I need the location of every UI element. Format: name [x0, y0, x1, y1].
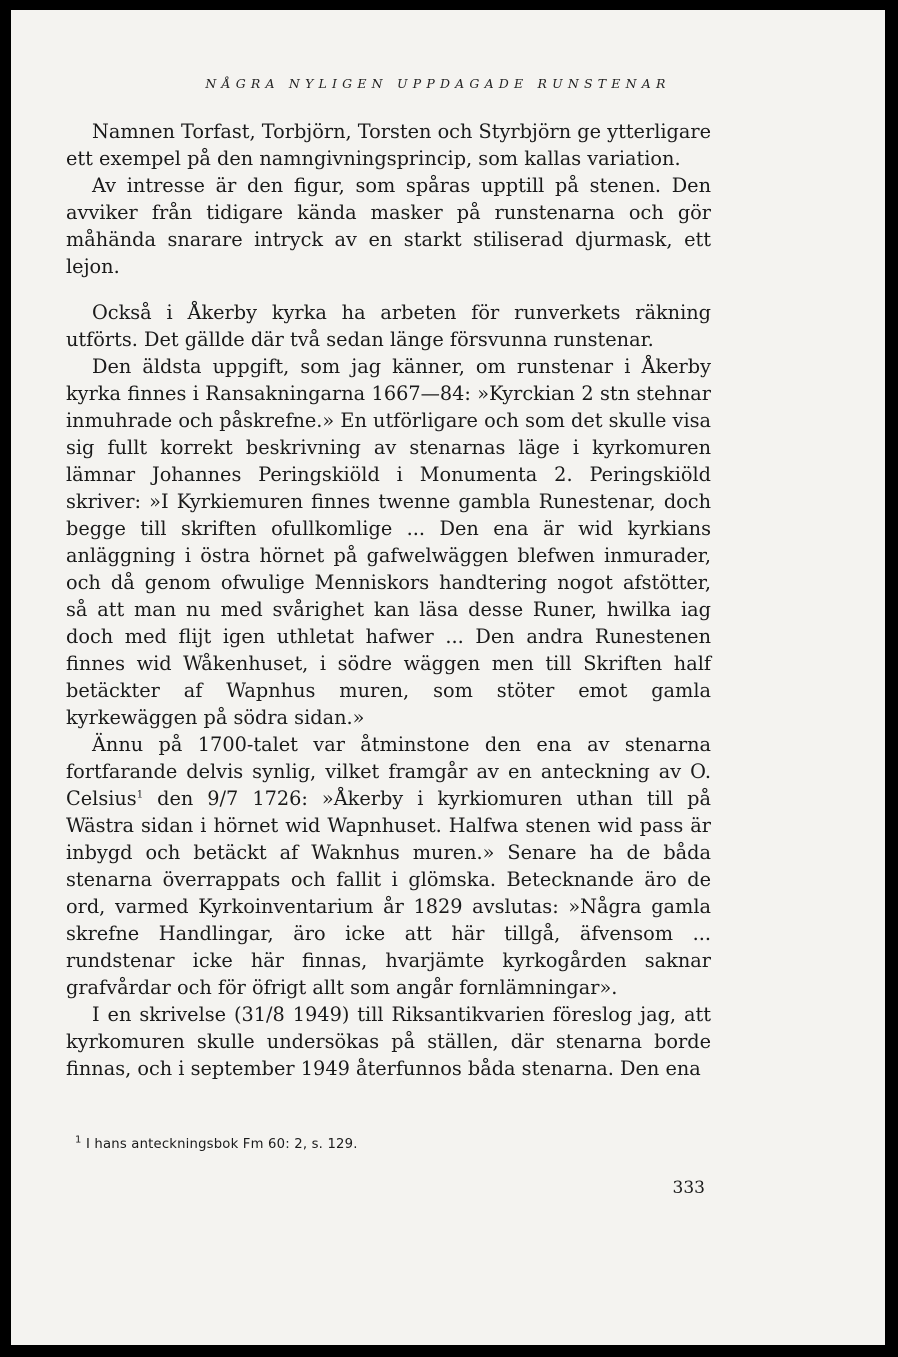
running-head: NÅGRA NYLIGEN UPPDAGADE RUNSTENAR: [205, 76, 671, 91]
paragraph: Namnen Torfast, Torbjörn, Torsten och Styrbjörn ge ytterligare ett exempel på den namngivningsprincip, som kallas variation.: [66, 120, 711, 170]
paragraph-text: den 9/7 1726: »Åkerby i kyrkiomuren uthan till på Wästra sidan i hörnet wid Wapnhuset. Halfwa stenen wid pass är inbygd och betäckt af Waknhus muren.» Senare ha de båda stenarna överrappats och fallit i glömska. Betecknande äro de ord, varmed Kyrkoinventarium år 1829 avslutas: »Några gamla skrefne Handlingar, äro icke att här tillgå, äfvensom ... rundstenar icke här finnas, hvarjämte kyrkogården saknar grafvårdar och för öfrigt allt som angår fornlämningar».: [66, 787, 711, 999]
body-text: [66, 118, 711, 1082]
footnote: [75, 1134, 358, 1152]
paragraph: Den äldsta uppgift, som jag känner, om runstenar i Åkerby kyrka finnes i Ransakningarna 1667—84: »Kyrckian 2 stn stehnar inmuhrade och påskrefne.» En utförligare och som det skulle visa sig fullt korrekt beskrivning av stenarnas läge i kyrkomuren lämnar Johannes Peringskiöld i Monumenta 2. Peringskiöld skriver: »I Kyrkiemuren finnes twenne gambla Runestenar, doch begge till skriften ofullkomlige ... Den ena är wid kyrkians anläggning i östra hörnet på gafwelwäggen blefwen inmurader, och då genom ofwulige Menniskors handtering nogot afstötter, så att man nu med svårighet kan läsa desse Runer, hwilka iag doch med flijt igen uthletat hafwer ... Den andra Runestenen finnes wid Wåkenhuset, i södre wäggen men till Skriften half betäckter af Wapnhus muren, som stöter emot gamla kyrkewäggen på södra sidan.»: [66, 355, 711, 729]
footnote-marker: 1: [75, 1134, 82, 1146]
paragraph: I en skrivelse (31/8 1949) till Riksantikvarien föreslog jag, att kyrkomuren skulle undersökas på ställen, där stenarna borde finnas, och i september 1949 återfunnos båda stenarna. Den ena: [66, 1003, 711, 1080]
book-page: [11, 10, 885, 1345]
footnote-text: I hans anteckningsbok Fm 60: 2, s. 129.: [81, 1137, 358, 1152]
paragraph-gap: [66, 280, 711, 299]
paragraph: Också i Åkerby kyrka ha arbeten för runverkets räkning utförts. Det gällde där två sedan länge försvunna runstenar.: [66, 301, 711, 351]
paragraph-text: Ännu på 1700-talet var åtminstone den ena av stenarna fortfarande delvis synlig, vilket framgår av en anteckning av O. Celsius: [66, 733, 711, 810]
footnote-reference: 1: [136, 789, 144, 801]
page-number: 333: [672, 1178, 705, 1198]
paragraph: [66, 731, 711, 1001]
paragraph: Av intresse är den figur, som spåras upptill på stenen. Den avviker från tidigare kända masker på runstenarna och gör måhända snarare intryck av en starkt stiliserad djurmask, ett lejon.: [66, 174, 711, 278]
